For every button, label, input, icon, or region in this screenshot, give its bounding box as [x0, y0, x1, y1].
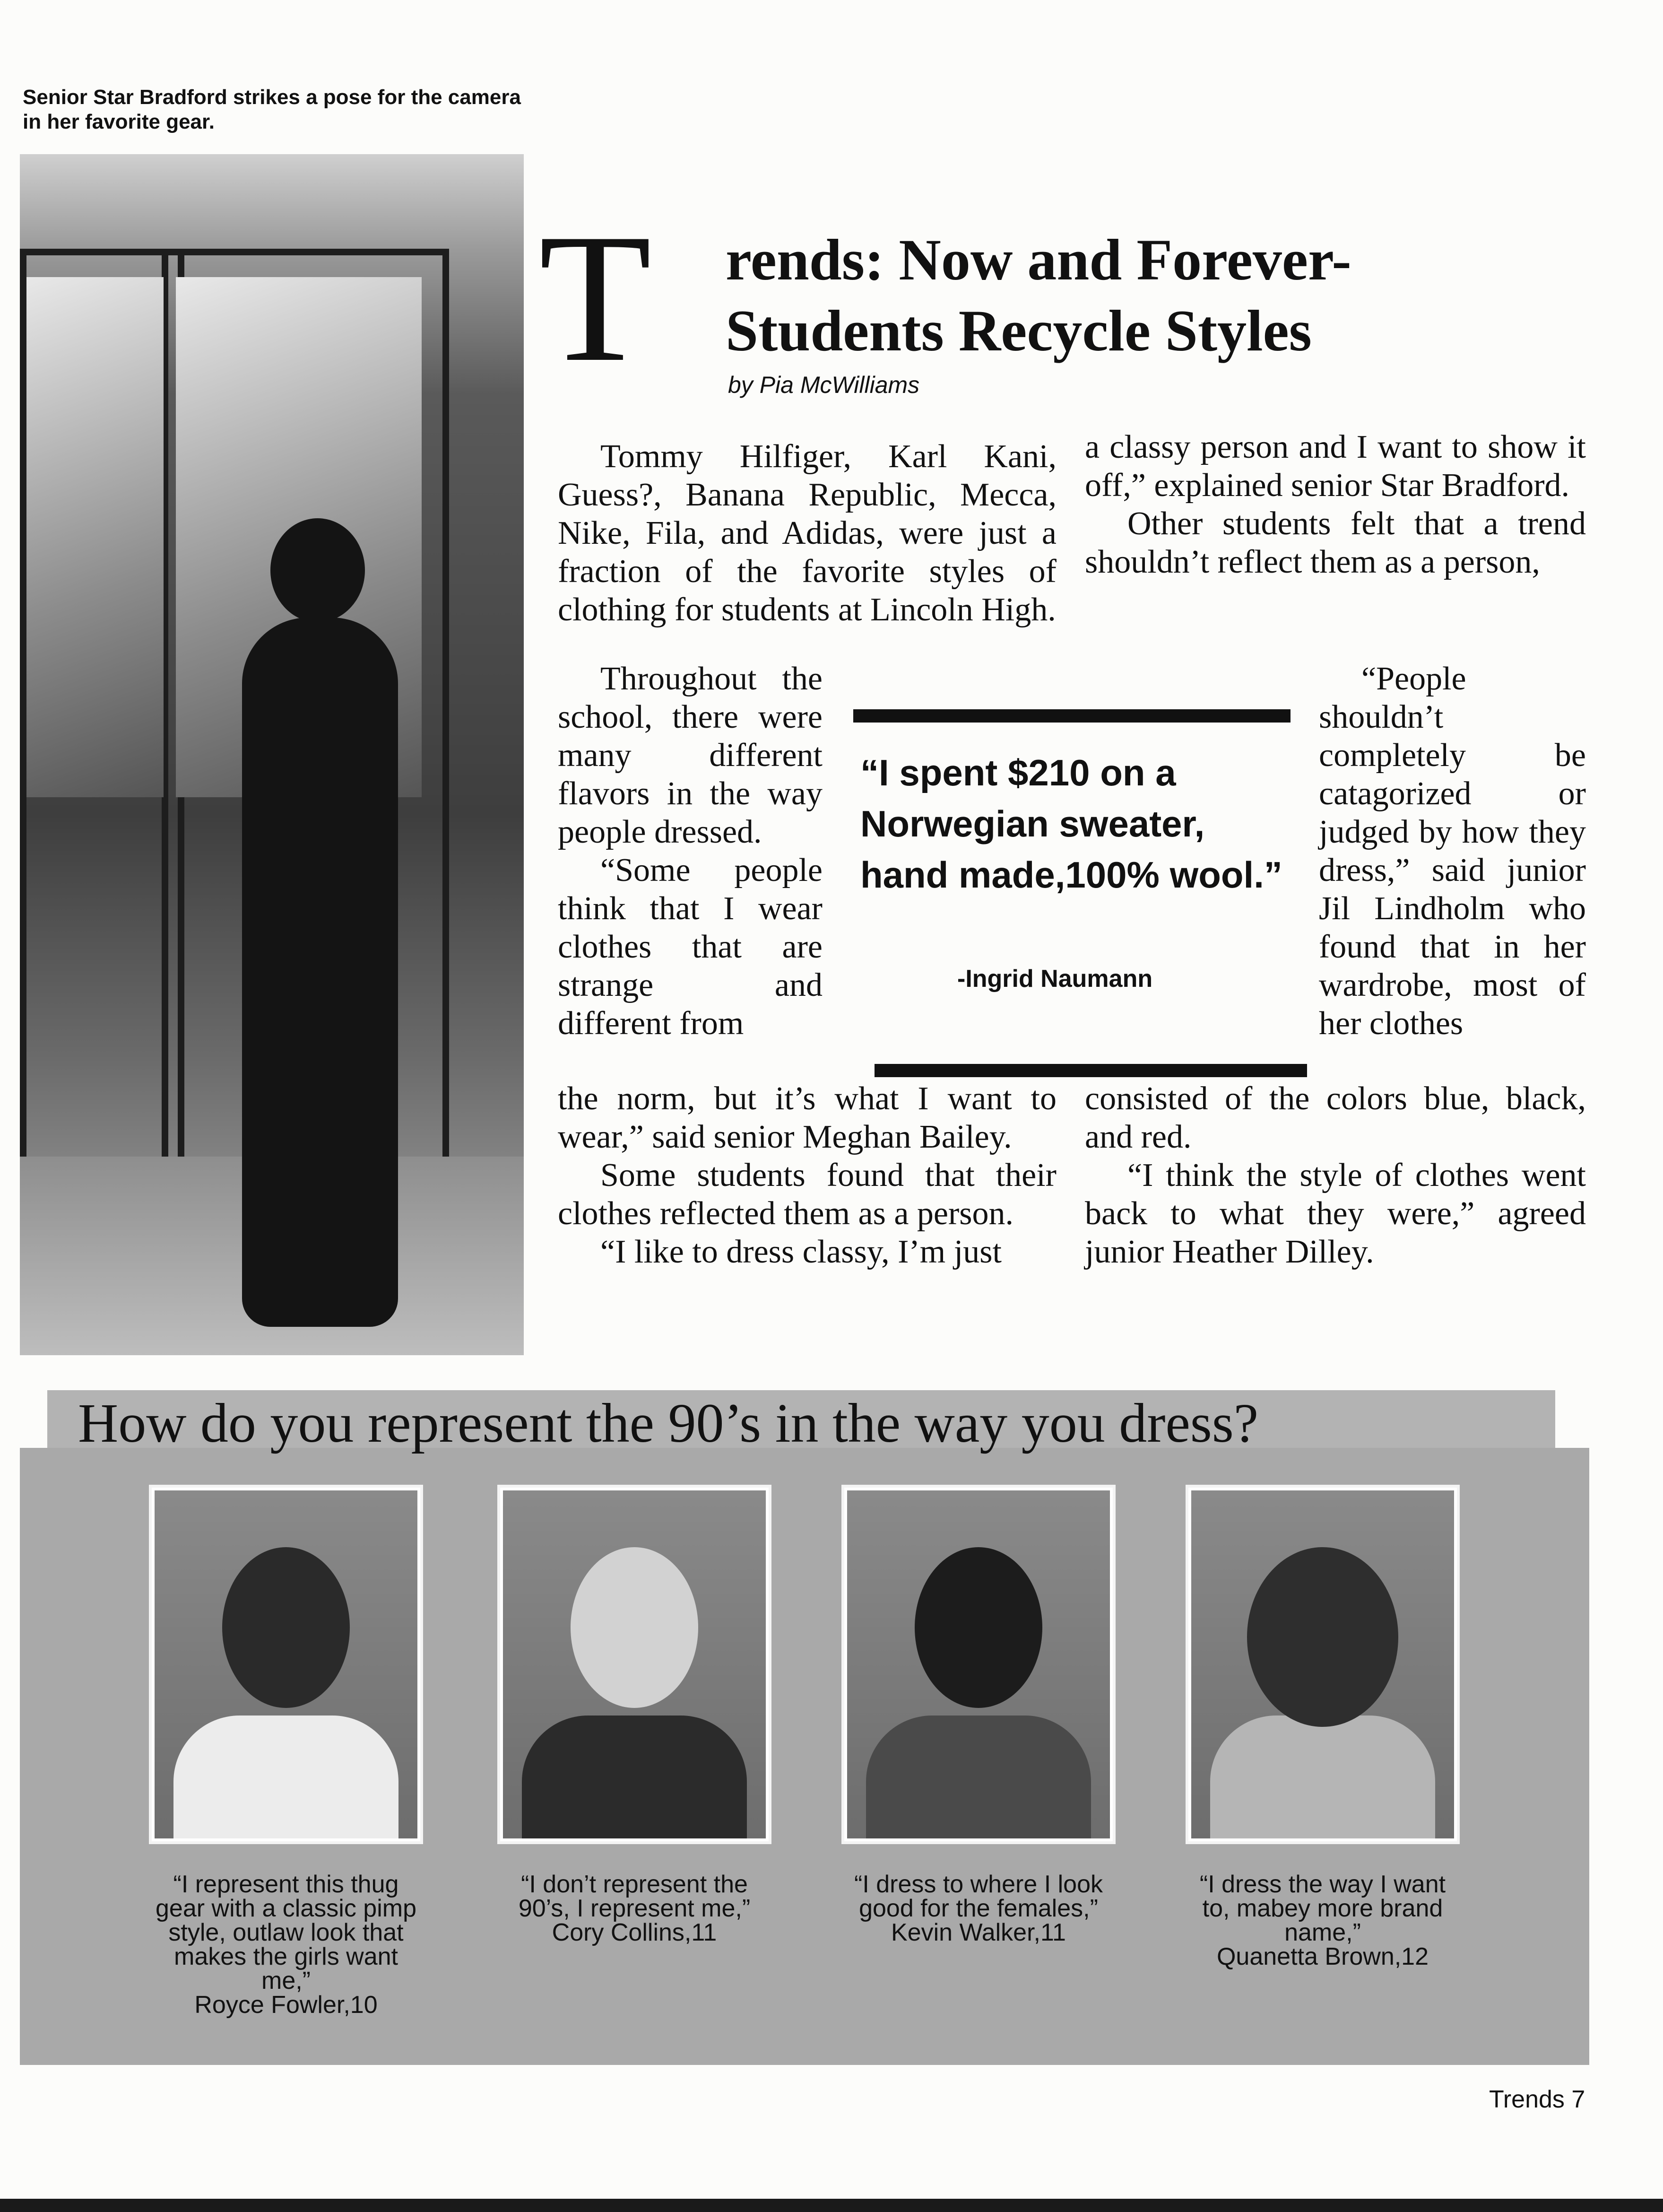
shirt — [522, 1716, 747, 1838]
byline: by Pia McWilliams — [728, 372, 920, 398]
response-name: Kevin Walker,11 — [891, 1919, 1066, 1946]
paragraph: a classy person and I want to show it off,” explained senior Star Bradford. — [1085, 429, 1586, 504]
face — [1247, 1547, 1398, 1727]
face — [571, 1547, 698, 1708]
pull-quote-attribution: -Ingrid Naumann — [957, 965, 1153, 993]
pullquote-rule-bottom — [875, 1064, 1307, 1077]
portrait-royce-fowler — [149, 1485, 423, 1844]
article-col2-top — [1085, 428, 1586, 581]
feature-photo — [20, 154, 524, 1355]
shirt — [866, 1716, 1091, 1838]
paragraph: “I like to dress classy, I’m just — [600, 1234, 1002, 1270]
pull-quote: “I spent $210 on a Norwegian sweater, hand made,100% wool.” — [860, 752, 1282, 896]
article-col1-top — [558, 437, 1057, 629]
paragraph: Tommy Hilfiger, Karl Kani, Guess?, Banana Republic, Mecca, Nike, Fila, and Adidas, were just a fraction of the favorite styles of clothing for students at Lincoln High. — [558, 438, 1057, 628]
response-quanetta-brown — [1186, 1872, 1460, 1969]
figure-body — [242, 618, 398, 1327]
portrait-kevin-walker — [841, 1485, 1116, 1844]
pullquote-rule-top — [853, 709, 1291, 723]
article-col1-bottom — [558, 1080, 1057, 1271]
photo-caption: Senior Star Bradford strikes a pose for the camera in her favorite gear. — [23, 86, 521, 133]
portrait-cory-collins — [497, 1485, 771, 1844]
headline: rends: Now and Forever- Students Recycle Styles — [726, 227, 1351, 363]
shirt — [173, 1716, 398, 1838]
face — [915, 1547, 1042, 1708]
article-col2-narrow — [1319, 660, 1586, 1043]
face — [222, 1547, 350, 1708]
response-name: Cory Collins,11 — [552, 1919, 717, 1946]
shirt — [1210, 1716, 1435, 1838]
paragraph: consisted of the colors blue, black, and red. — [1085, 1080, 1586, 1155]
paragraph: “I think the style of clothes went back to what they were,” agreed junior Heather Dilley. — [1085, 1157, 1586, 1270]
response-royce-fowler — [149, 1872, 423, 2017]
figure-head — [270, 518, 365, 622]
response-kevin-walker — [841, 1872, 1116, 1945]
portrait-quanetta-brown — [1186, 1485, 1460, 1844]
response-quote: “I dress to where I look good for the females,” — [854, 1871, 1103, 1922]
article-col2-bottom — [1085, 1080, 1586, 1271]
page-label: Trends 7 — [1489, 2086, 1585, 2113]
drop-cap: T — [539, 196, 652, 400]
response-name: Royce Fowler,10 — [194, 1991, 378, 2019]
door-glass-left — [26, 277, 164, 797]
response-quote: “I represent this thug gear with a classic pimp style, outlaw look that makes the girls want me,” — [156, 1871, 416, 1994]
response-quote: “I don’t represent the 90’s, I represent me,” — [518, 1871, 751, 1922]
response-quote: “I dress the way I want to, mabey more brand name,” — [1199, 1871, 1446, 1946]
paragraph: “Some people think that I wear clothes that are strange and different from — [558, 852, 823, 1042]
response-name: Quanetta Brown,12 — [1216, 1943, 1429, 1970]
response-cory-collins — [497, 1872, 771, 1945]
article-col1-narrow — [558, 660, 823, 1043]
paragraph: Other students felt that a trend shouldn’t reflect them as a person, — [1085, 505, 1586, 580]
paragraph: Some students found that their clothes reflected them as a person. — [558, 1157, 1057, 1232]
paragraph: the norm, but it’s what I want to wear,” said senior Meghan Bailey. — [558, 1080, 1057, 1155]
survey-question: How do you represent the 90’s in the way you dress? — [78, 1392, 1259, 1454]
paragraph: Throughout the school, there were many different flavors in the way people dressed. — [558, 661, 823, 850]
paragraph: “People shouldn’t completely be catagorized or judged by how they dress,” said junior Jil Lindholm who found that in her wardrobe, most of her clothes — [1319, 661, 1586, 1042]
scan-edge — [0, 2199, 1663, 2212]
